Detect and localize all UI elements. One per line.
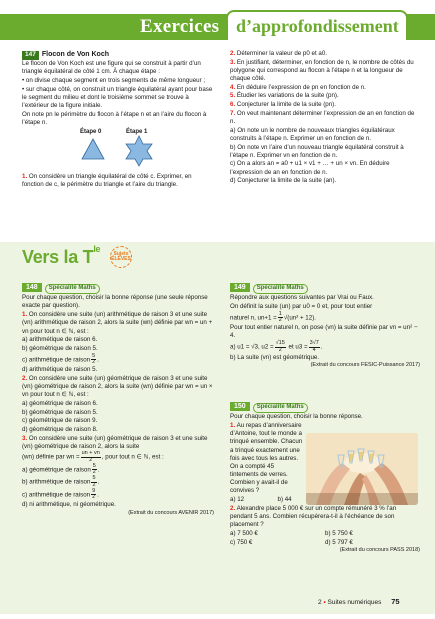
question: On veut maintenant déterminer l’expression de an en fonction de n. [230, 109, 415, 125]
text: naturel n, un+1 = $\frac{1}{2}$ √(un² + 12). [230, 310, 316, 324]
text: On note pn le périmètre du flocon à l’étape n et an l’aire du flocon à l’étape n. [22, 110, 207, 127]
question: Déterminer la valeur de p0 et a0. [236, 50, 328, 57]
koch-figures [22, 129, 214, 171]
exercise-number: 150 [230, 402, 250, 411]
text: Pour chaque question, choisir la bonne réponse. [230, 413, 363, 421]
question: c) On a alors an = a0 + u1 × v1 + … + un × vn. En déduire l’expression de an en fonction de n. [230, 160, 390, 176]
text: • on divise chaque segment en trois segments de même longueur ; [22, 77, 206, 85]
question: a) u1 = √3, u2 = $\frac{√15}{2}$ et u3 = $\frac{3√7}{4}$ . [230, 340, 323, 353]
header-approfondissement: d’approfondissement [236, 16, 399, 36]
question: En justifiant, déterminer, en fonction de n, le nombre de côtés du polygone qui correspond au flocon à l’étape n et la longueur de chaque côté. [230, 58, 414, 83]
question: Alexandre place 5 000 € sur un compte rémunéré 3 % l’an pendant 5 ans. Combien récupérera-t-il à l’échéance de son placement ? [230, 504, 397, 529]
page-footer [318, 597, 400, 608]
answer: d) géométrique de raison 8. [22, 425, 98, 433]
question: (wn) définie par wn = $\frac{un + vn}{2}$ , pour tout n ∈ ℕ, est : [22, 450, 164, 463]
question: On considère un triangle équilatéral de côté c. Exprimer, en fonction de c, le périmètre du triangle et l’aire du triangle. [22, 173, 192, 189]
question: Au repas d’anniversaire d’Antoine, tout le monde a trinqué ensemble. Chacun a trinqué exactement une fois avec tous les autres. On a compté 45 tintements de verres. Combien y avait-il de convives ? [230, 421, 303, 495]
toast-photo [306, 433, 418, 505]
star-figure [124, 135, 154, 167]
text: Pour tout entier naturel n, on pose (vn) la suite définie par vn = un² − 4. [230, 324, 418, 340]
answers: c) 750 € d) 5 797 € [230, 538, 353, 546]
source: (Extrait du concours PASS 2018) [339, 547, 420, 554]
answer: c) arithmétique de raison $\frac{5}{2}$ . [22, 352, 99, 366]
separator: • [323, 599, 326, 606]
source: (Extrait du concours AVENIR 2017) [128, 510, 214, 517]
page-header [0, 0, 435, 44]
question: On considère une suite (un) arithmétique de raison 3 et une suite (vn) arithmétique de raison 2, alors la suite (wn) définie par wn = un + vn pour tout n ∈ ℕ, est : [22, 311, 213, 335]
exercise-number: 148 [22, 283, 42, 292]
etape-0-label: Étape 0 [80, 129, 102, 136]
specialite-badge: Spécialité Maths [253, 284, 308, 294]
exercise-number: 147 [22, 51, 39, 60]
answers: a) 12 b) 44 [230, 496, 292, 504]
text: On définit la suite (un) par u0 = 0 et, pour tout entier [230, 302, 373, 310]
answer: b) géométrique de raison 5. [22, 344, 98, 352]
exercise-148: 148 Spécialité Maths Pour chaque question, choisir la bonne réponse (une seule réponse exacte par question). 1. On considère une suite (un) arithmétique de raison 3 et une suite (vn) arithmétique de raison 2, alors la suite (wn) définie par wn = un + vn pour tout n ∈ ℕ, est : a) arithmétique de raison 6. b) géométrique de raison 5. c) arithmétique de raison $\frac{5}{2}$ . d) arithmétique de raison 5. 2. On considère une suite (un) géométrique de raison 3 et une suite (vn) géométrique de raison 2, alors la suite (wn) définie par wn = un × vn pour tout n ∈ ℕ, est : a) géométrique de raison 6. b) géométrique de raison 5. c) géométrique de raison 9. d) géométrique de raison 8. 3. On considère une suite (un) géométrique de raison 3 et une suite (vn) géométrique de raison 2, alors la suite (wn) définie par wn = $\frac{un + vn}{2}$ , pour tout n ∈ ℕ, est : a) géométrique de raison $\frac{5}{2}$ . b) arithmétique de raison $\frac{5}{2}$ . c) arithmétique de raison $\frac{9}{2}$ . d) ni arithmétique, ni géométrique. (Extrait du concours AVENIR 2017) [22, 284, 214, 517]
page-number: 75 [391, 597, 400, 606]
etape-1-label: Étape 1 [126, 129, 148, 136]
exercise-149 [230, 283, 420, 370]
answer: a) arithmétique de raison 6. [22, 336, 98, 344]
question: d) Conjecturer la limite de la suite (an). [230, 177, 337, 185]
answer: b) arithmétique de raison $\frac{5}{2}$ . [22, 475, 100, 488]
text: Répondre aux questions suivantes par Vrai ou Faux. [230, 294, 374, 302]
specialite-badge: Spécialité Maths [45, 284, 100, 294]
text: Pour chaque question, choisir la bonne réponse (une seule réponse exacte par question). [22, 294, 208, 310]
exercise-number: 149 [230, 283, 250, 292]
question: Étudier les variations de la suite (pn). [236, 92, 339, 100]
chapter-title: Suites numériques [327, 599, 382, 606]
answer: a) géométrique de raison 6. [22, 399, 98, 407]
vers-title: Vers la $T^{le}$ [22, 244, 101, 267]
answers: a) 7 500 € b) 5 750 € [230, 529, 353, 537]
question: b) La suite (vn) est géométrique. [230, 353, 320, 361]
text: Le flocon de Von Koch est une figure qui se construit à partir d’un triangle équilatéral de côté 1 cm. À chaque étape : [22, 60, 201, 76]
exercise-147-left: 147 Flocon de Von Koch Le flocon de Von Koch est une figure qui se construit à partir d’un triangle équilatéral de côté 1 cm. À chaque étape : • on divise chaque segment en trois segments de même longueur ; • sur chaque côté, on construit un triangle équilatéral ayant pour base le segment du milieu et dont le troisième sommet se trouve à l’extérieur de la figure initiale. On note pn le périmètre du flocon à l’étape n et an l’aire du flocon à l’étape n. Étape 0 Étape 1 1. On considère un triangle équilatéral de côté c. Exprimer, en fonction de c, le périmètre du triangle et l’aire du triangle. [22, 51, 213, 189]
answer: b) géométrique de raison 5. [22, 408, 98, 416]
specialite-badge: Spécialité Maths [253, 403, 308, 413]
text: • sur chaque côté, on construit un triangle équilatéral ayant pour base le segment du milieu et dont le troisième sommet se trouve à l’extérieur de la figure initiale. [22, 85, 213, 110]
answer: d) arithmétique de raison 5. [22, 366, 98, 374]
chapter-number: 2 [318, 599, 322, 606]
answer: c) arithmétique de raison $\frac{9}{2}$ . [22, 487, 99, 501]
exercise-147-right: 2. Déterminer la valeur de p0 et a0. 3. En justifiant, déterminer, en fonction de n, le nombre de côtés du polygone qui correspond au flocon à l’étape n et la longueur de chaque côté. 4. En déduire l’expression de pn en fonction de n. 5. Étudier les variations de la suite (pn). 6. Conjecturer la limite de la suite (pn). 7. On veut maintenant déterminer l’expression de an en fonction de n. a) On note un le nombre de nouveaux triangles équilatéraux construits à l’étape n. Exprimer un en fonction de n. b) On note vn l’aire d’un nouveau triangle équilatéral construit à l’étape n. Exprimer vn en fonction de n. c) On a alors an = a0 + u1 × v1 + … + un × vn. En déduire l’expression de an en fonction de n. d) Conjecturer la limite de la suite (an). [230, 50, 420, 186]
answer: a) géométrique de raison $\frac{5}{2}$ . [22, 462, 100, 476]
answer: d) ni arithmétique, ni géométrique. [22, 501, 116, 509]
question: On considère une suite (un) géométrique de raison 3 et une suite (vn) géométrique de raison 2, alors la suite (wn) définie par wn = un × vn pour tout n ∈ ℕ, est : [22, 374, 213, 399]
question: On considère une suite (un) géométrique de raison 3 et une suite (vn) géométrique de raison 2, alors la suite [22, 434, 208, 450]
question: En déduire l’expression de pn en fonction de n. [236, 83, 366, 91]
question: a) On note un le nombre de nouveaux triangles équilatéraux construits à l’étape n. Exprimer un en fonction de n. [230, 126, 395, 142]
seal-badge: Sujets ÉLÈVES [110, 246, 132, 268]
question: Conjecturer la limite de la suite (pn). [236, 101, 336, 109]
triangle-figure [80, 137, 106, 163]
question: b) On note vn l’aire d’un nouveau triangle équilatéral construit à l’étape n. Exprimer vn en fonction de n. [230, 143, 404, 159]
exercise-title: Flocon de Von Koch [41, 51, 110, 58]
exercise-150: 150 Spécialité Maths Pour chaque question, choisir la bonne réponse. 1. Au repas d’anniversaire d’Antoine, tout le monde a trinqué ensemble. Chacun a trinqué exactement une fois avec tous les autres. On a compté 45 tintements de verres. Combien y avait-il de convives ? a) 12 b) 44 2. Alexandre place 5 000 € sur un compte rémunéré 3 % l’an pendant 5 ans. Combien récupérera-t-il à l’échéance de son placement ? a) 7 500 € b) 5 750 € c) 750 € d) 5 797 € (Extrait du concours PASS 2018) [230, 403, 420, 554]
answer: c) géométrique de raison 9. [22, 417, 98, 425]
header-exercices: Exercices [140, 16, 220, 37]
source: (Extrait du concours FESIC-Puissance 2017) [310, 362, 420, 369]
